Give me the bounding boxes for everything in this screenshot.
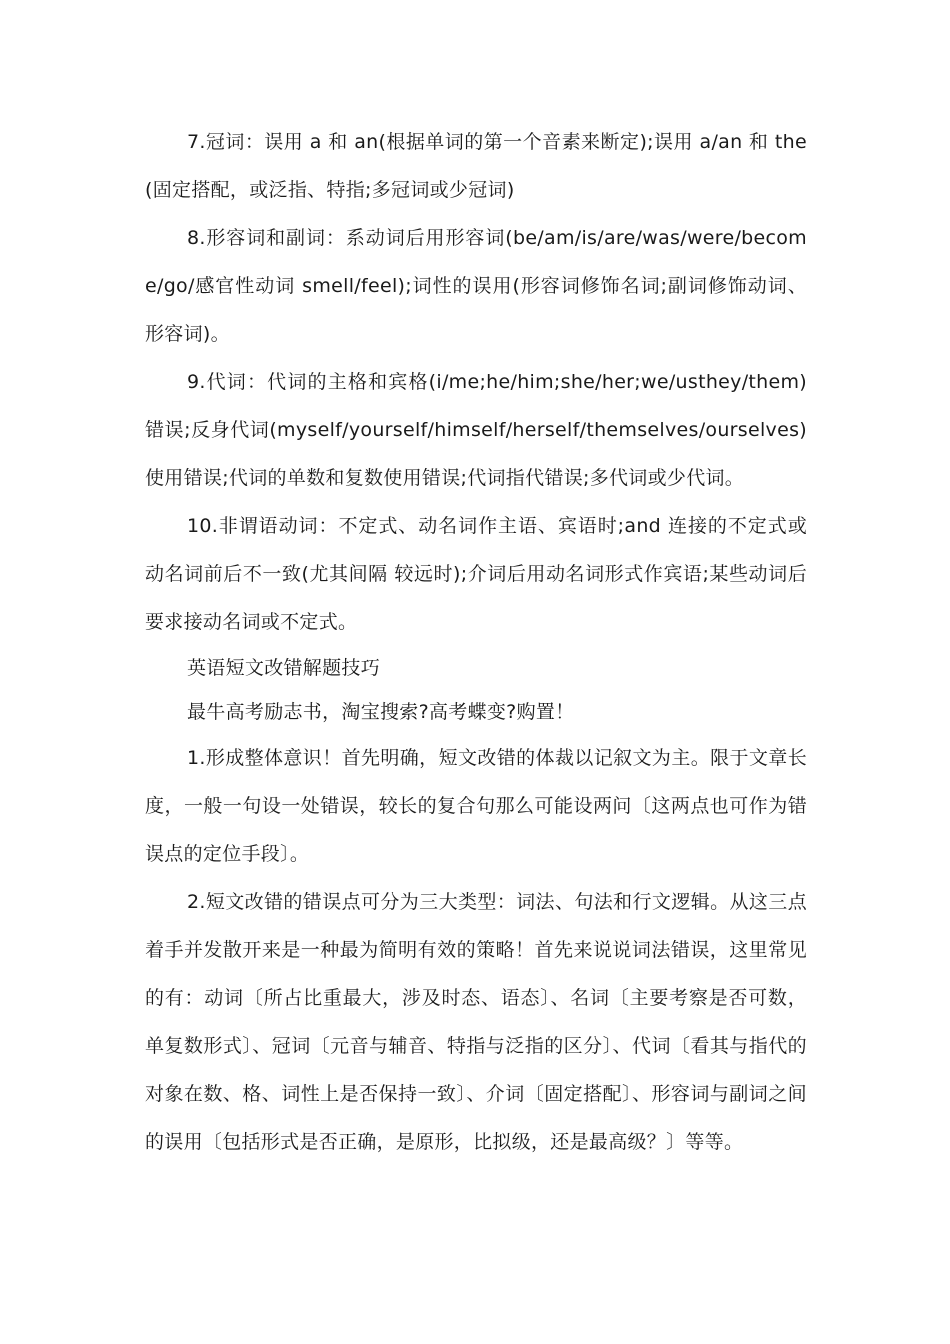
tip-paragraph-2: 2.短文改错的错误点可分为三大类型：词法、句法和行文逻辑。从这三点着手并发散开来是一种最为简明有效的策略！首先来说说词法错误，这里常见的有：动词〔所占比重最大，涉及时态、语态〕、名词〔主要考察是否可数，单复数形式〕、冠词〔元音与辅音、特指与泛指的区分〕、代词〔看其与指代的对象在数、格、词性上是否保持一致〕、介词〔固定搭配〕、形容词与副词之间的误用〔包括形式是否正确，是原形，比拟级，还是最高级？〕等等。 (145, 891, 807, 1153)
tip-paragraph-1: 1.形成整体意识！首先明确，短文改错的体裁以记叙文为主。限于文章长度，一般一句设一处错误，较长的复合句那么可能设两问〔这两点也可作为错误点的定位手段〕。 (145, 747, 807, 865)
document-body (145, 118, 807, 1166)
paragraph-non-finite-verbs: 10.非谓语动词：不定式、动名词作主语、宾语时;and 连接的不定式或动名词前后不一致(尤其间隔 较远时);介词后用动名词形式作宾语;某些动词后要求接动名词或不定式。 (145, 515, 807, 633)
paragraph-pronouns: 9.代词：代词的主格和宾格(i/me;he/him;she/her;we/usthey/them)错误;反身代词(myself/yourself/himself/herself/themselves/ourselves)使用错误;代词的单数和复数使用错误;代词指代错误;多代词或少代词。 (145, 371, 807, 489)
section-title: 英语短文改错解题技巧 (187, 657, 381, 679)
paragraph-articles: 7.冠词：误用 a 和 an(根据单词的第一个音素来断定);误用 a/an 和 the(固定搭配，或泛指、特指;多冠词或少冠词) (145, 131, 807, 201)
promo-line: 最牛高考励志书，淘宝搜索?高考蝶变?购置！ (187, 701, 575, 723)
paragraph-adjectives-adverbs: 8.形容词和副词：系动词后用形容词(be/am/is/are/was/were/become/go/感官性动词 smell/feel);词性的误用(形容词修饰名词;副词修饰动词、形容词)。 (145, 227, 807, 345)
